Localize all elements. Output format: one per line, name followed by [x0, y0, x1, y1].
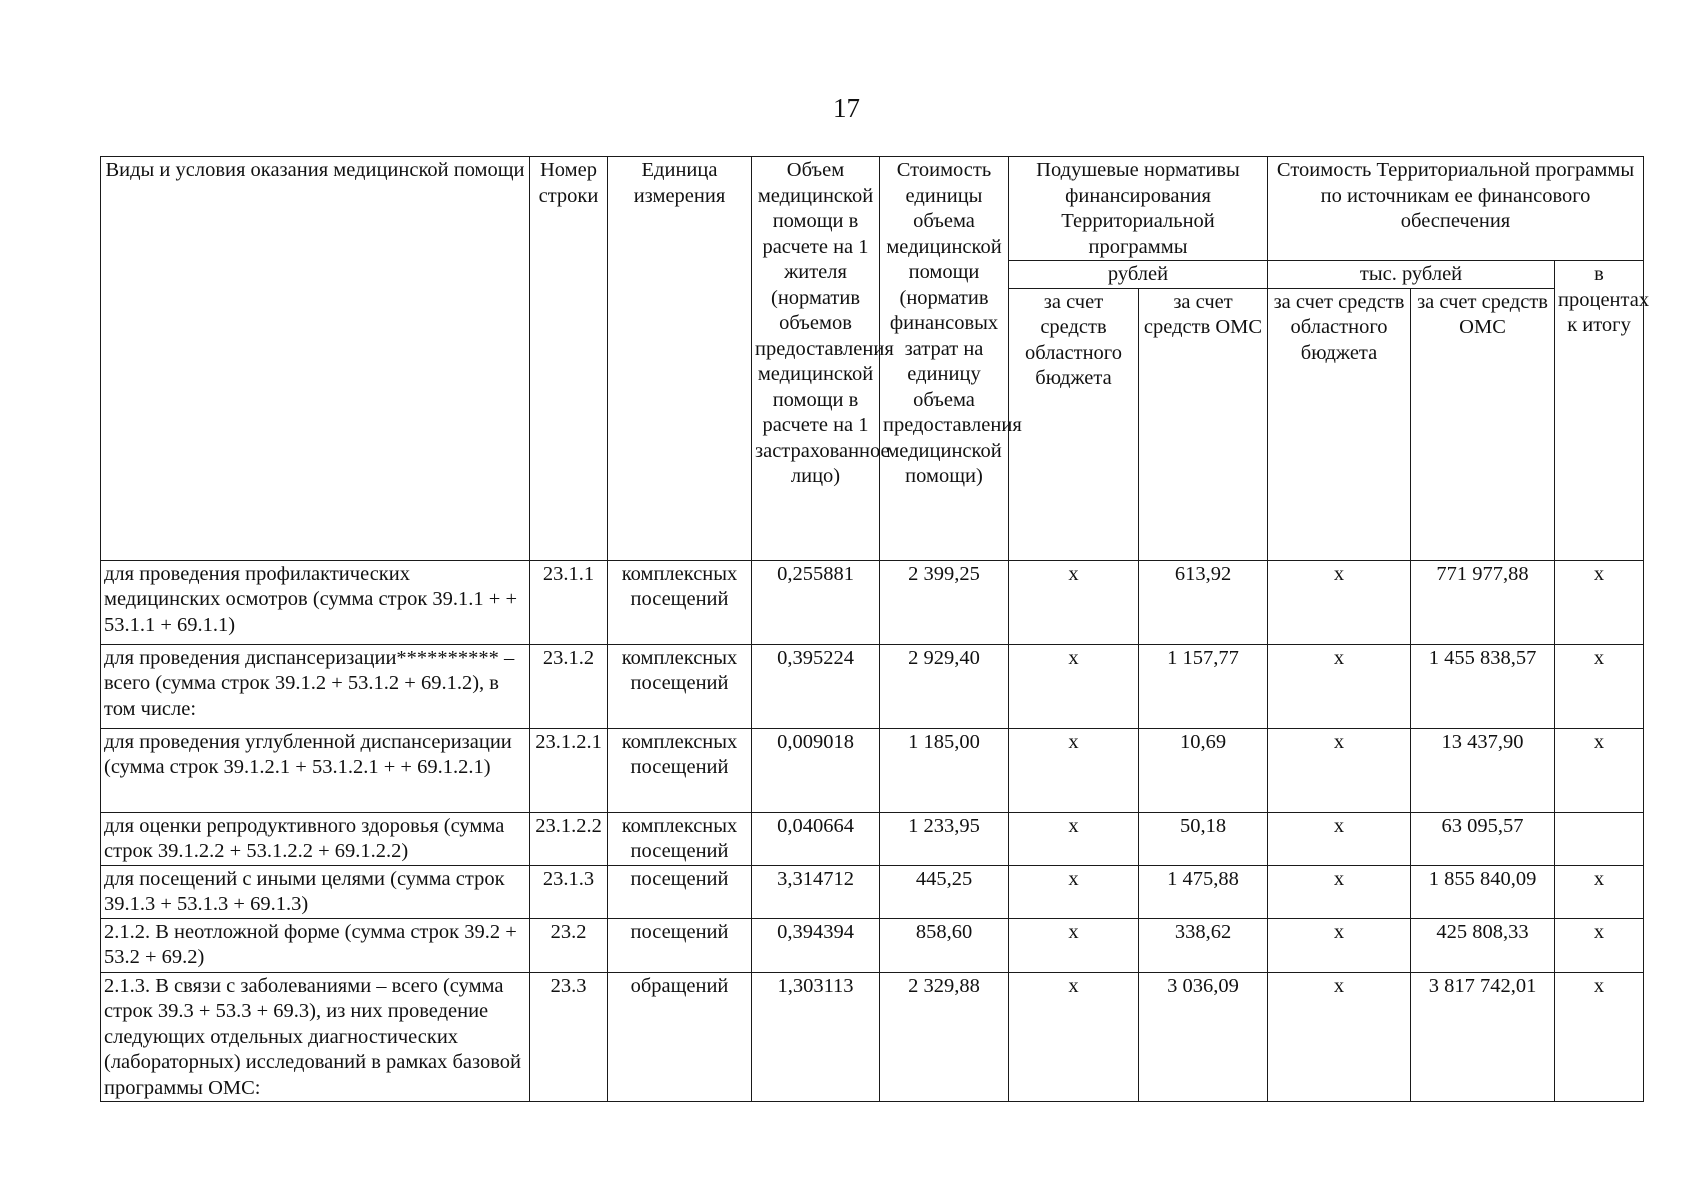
header-per-capita: Подушевые нормативы финансирования Территориальной программы — [1009, 157, 1268, 261]
row-tc-budget: х — [1268, 728, 1411, 812]
financing-table — [100, 156, 1650, 1102]
page-number: 17 — [833, 93, 860, 123]
row-pc-oms: 613,92 — [1139, 560, 1268, 644]
row-unit: комплексных посещений — [608, 812, 752, 865]
row-pc-oms: 338,62 — [1139, 918, 1268, 972]
row-tc-budget: х — [1268, 560, 1411, 644]
header-kind: Виды и условия оказания медицинской помощи — [101, 157, 530, 561]
header-oms-funds: за счет средств ОМС — [1139, 288, 1268, 560]
header-oms-funds-2: за счет средств ОМС — [1411, 288, 1555, 560]
row-number: 23.3 — [530, 972, 608, 1102]
row-name: для оценки репродуктивного здоровья (сумма строк 39.1.2.2 + 53.1.2.2 + 69.1.2.2) — [101, 812, 530, 865]
row-pc-oms: 10,69 — [1139, 728, 1268, 812]
row-name: для проведения профилактических медицинских осмотров (сумма строк 39.1.1 + + 53.1.1 + 69.1.1) — [101, 560, 530, 644]
row-cost: 2 929,40 — [880, 644, 1009, 728]
row-volume: 0,040664 — [752, 812, 880, 865]
row-cost: 1 185,00 — [880, 728, 1009, 812]
table-row — [101, 918, 1644, 972]
row-number: 23.2 — [530, 918, 608, 972]
row-tc-budget: х — [1268, 644, 1411, 728]
table-row — [101, 560, 1644, 644]
row-pc-oms: 3 036,09 — [1139, 972, 1268, 1102]
row-tc-oms: 3 817 742,01 — [1411, 972, 1555, 1102]
table-row — [101, 865, 1644, 918]
row-tc-budget: х — [1268, 812, 1411, 865]
row-cost: 2 329,88 — [880, 972, 1009, 1102]
header-unit-thousand-rub: тыс. рублей — [1268, 261, 1555, 289]
row-tc-oms: 1 455 838,57 — [1411, 644, 1555, 728]
row-number: 23.1.2.2 — [530, 812, 608, 865]
row-volume: 0,255881 — [752, 560, 880, 644]
row-tc-oms: 1 855 840,09 — [1411, 865, 1555, 918]
table-row — [101, 728, 1644, 812]
row-name: для проведения диспансеризации********** – всего (сумма строк 39.1.2 + 53.1.2 + 69.1.2), в том числе: — [101, 644, 530, 728]
row-pc-budget: х — [1009, 644, 1139, 728]
row-pc-budget: х — [1009, 865, 1139, 918]
table-row — [101, 644, 1644, 728]
row-percent: х — [1555, 728, 1644, 812]
row-volume: 0,009018 — [752, 728, 880, 812]
row-name: для проведения углубленной диспансеризации (сумма строк 39.1.2.1 + 53.1.2.1 + + 69.1.2.1) — [101, 728, 530, 812]
row-pc-oms: 50,18 — [1139, 812, 1268, 865]
row-volume: 0,394394 — [752, 918, 880, 972]
row-pc-budget: х — [1009, 972, 1139, 1102]
row-pc-oms: 1 475,88 — [1139, 865, 1268, 918]
header-unit-rub: рублей — [1009, 261, 1268, 289]
row-tc-oms: 63 095,57 — [1411, 812, 1555, 865]
row-unit: обращений — [608, 972, 752, 1102]
row-tc-budget: х — [1268, 972, 1411, 1102]
row-volume: 1,303113 — [752, 972, 880, 1102]
row-cost: 445,25 — [880, 865, 1009, 918]
header-cost: Стоимость единицы объема медицинской помощи (норматив финансовых затрат на единицу объема предоставления медицинской помощи) — [880, 157, 1009, 561]
row-unit: комплексных посещений — [608, 644, 752, 728]
row-pc-budget: х — [1009, 560, 1139, 644]
row-cost: 858,60 — [880, 918, 1009, 972]
row-cost: 2 399,25 — [880, 560, 1009, 644]
row-percent: х — [1555, 560, 1644, 644]
header-regional-budget: за счет средств областного бюджета — [1009, 288, 1139, 560]
header-volume: Объем медицинской помощи в расчете на 1 жителя (норматив объемов предоставления медицинской помощи в расчете на 1 застрахованное лицо) — [752, 157, 880, 561]
row-number: 23.1.1 — [530, 560, 608, 644]
row-number: 23.1.2 — [530, 644, 608, 728]
row-tc-budget: х — [1268, 865, 1411, 918]
row-pc-oms: 1 157,77 — [1139, 644, 1268, 728]
row-percent: х — [1555, 972, 1644, 1102]
row-number: 23.1.2.1 — [530, 728, 608, 812]
row-number: 23.1.3 — [530, 865, 608, 918]
row-volume: 0,395224 — [752, 644, 880, 728]
row-pc-budget: х — [1009, 918, 1139, 972]
row-unit: посещений — [608, 918, 752, 972]
row-percent: х — [1555, 865, 1644, 918]
header-unit: Единица измерения — [608, 157, 752, 561]
row-percent: х — [1555, 918, 1644, 972]
row-tc-oms: 425 808,33 — [1411, 918, 1555, 972]
header-percent: в процентах к итогу — [1555, 261, 1644, 561]
header-row-number: Номер строки — [530, 157, 608, 561]
row-cost: 1 233,95 — [880, 812, 1009, 865]
table-row — [101, 812, 1644, 865]
row-percent: х — [1555, 644, 1644, 728]
row-name: 2.1.3. В связи с заболеваниями – всего (сумма строк 39.3 + 53.3 + 69.3), из них проведение следующих отдельных диагностических (лабораторных) исследований в рамках базовой программы ОМС: — [101, 972, 530, 1102]
table-row — [101, 972, 1644, 1102]
row-unit: комплексных посещений — [608, 728, 752, 812]
row-name: для посещений с иными целями (сумма строк 39.1.3 + 53.1.3 + 69.1.3) — [101, 865, 530, 918]
row-unit: комплексных посещений — [608, 560, 752, 644]
row-tc-budget: х — [1268, 918, 1411, 972]
header-program-cost: Стоимость Территориальной программы по источникам ее финансового обеспечения — [1268, 157, 1644, 261]
row-name: 2.1.2. В неотложной форме (сумма строк 39.2 + 53.2 + 69.2) — [101, 918, 530, 972]
row-tc-oms: 771 977,88 — [1411, 560, 1555, 644]
row-percent — [1555, 812, 1644, 865]
row-pc-budget: х — [1009, 728, 1139, 812]
row-volume: 3,314712 — [752, 865, 880, 918]
header-regional-budget-2: за счет средств областного бюджета — [1268, 288, 1411, 560]
row-tc-oms: 13 437,90 — [1411, 728, 1555, 812]
row-pc-budget: х — [1009, 812, 1139, 865]
row-unit: посещений — [608, 865, 752, 918]
